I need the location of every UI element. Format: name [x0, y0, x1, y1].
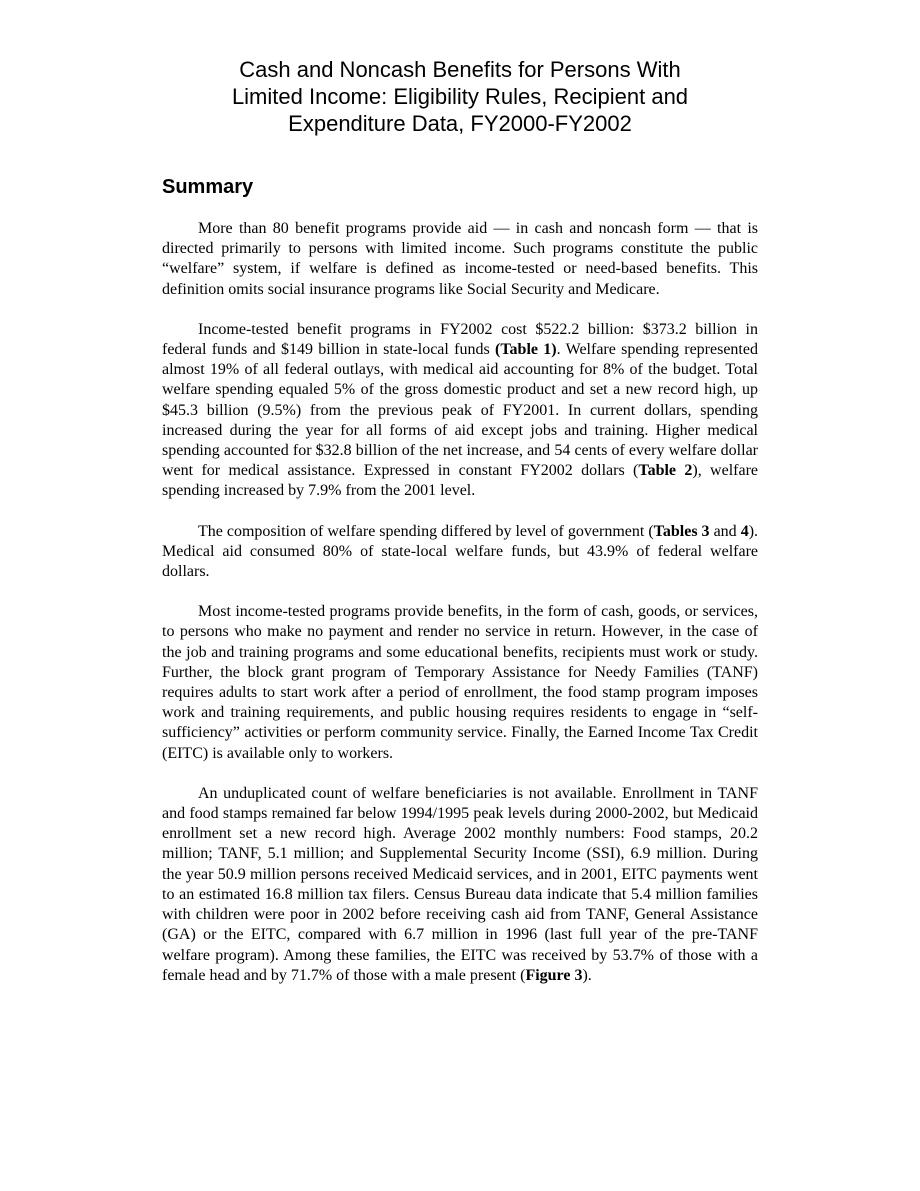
table-reference: Table 2: [638, 462, 693, 480]
paragraph-text: ). Medical aid consumed 80% of state-local welfare funds, but 43.9% of federal welfare dollars.: [162, 522, 759, 581]
title-line-1: Cash and Noncash Benefits for Persons With: [239, 57, 681, 82]
paragraph-work-requirements: Most income-tested programs provide benefits, in the form of cash, goods, or services, to persons who make no payment and render no service in return. However, in the case of the job and training programs and some educational benefits, recipients must work or study. Further, the block grant program of Temporary Assistance for Needy Families (TANF) requires adults to start work after a period of enrollment, the food stamp program imposes work and training requirements, and public housing requires residents to engage in “self-sufficiency” activities or perform community service. Finally, the Earned Income Tax Credit (EITC) is available only to workers.: [162, 603, 758, 762]
paragraph-text: An unduplicated count of welfare beneficiaries is not available. Enrollment in TANF and food stamps remained far below 1994/1995 peak levels during 2000-2002, but Medicaid enrollment set a new record high. Average 2002 monthly numbers: Food stamps, 20.2 million; TANF, 5.1 million; and Supplemental Security Income (SSI), 6.9 million. During the year 50.9 million persons received Medicaid services, and in 2001, EITC payments went to an estimated 16.8 million tax filers. Census Bureau data indicate that 5.4 million families with children were poor in 2002 before receiving cash aid from TANF, General Assistance (GA) or the EITC, compared with 6.7 million in 1996 (last full year of the pre-TANF welfare program). Among these families, the EITC was received by 53.7% of those with a female head and by 71.7% of those with a male present (: [162, 784, 758, 984]
table-reference: (Table 1): [495, 341, 557, 359]
paragraph-text: and: [709, 522, 741, 540]
title-line-2: Limited Income: Eligibility Rules, Recipient and: [231, 84, 689, 109]
title-line-3: Expenditure Data, FY2000-FY2002: [288, 111, 632, 136]
table-reference: 4: [740, 522, 749, 540]
paragraph-text: ).: [582, 966, 592, 984]
figure-reference: Figure 3: [525, 966, 583, 984]
document-title: [160, 56, 760, 137]
paragraph-beneficiaries: [162, 784, 758, 986]
paragraph-text: Income-tested benefit programs in FY2002 cost $522.2 billion: $373.2 billion in federal funds and $149 billion in state-local funds: [162, 320, 758, 359]
summary-heading: Summary: [162, 176, 254, 198]
table-reference: Tables 3: [653, 522, 710, 540]
paragraph-text: ), welfare spending increased by 7.9% from the 2001 level.: [162, 462, 758, 500]
paragraph-text: . Welfare spending represented almost 19% of all federal outlays, with medical aid accounting for 8% of the budget. Total welfare spending equaled 5% of the gross domestic product and set a new record high, up $45.3 billion (9.5%) from the previous peak of FY2001. In current dollars, spending increased during the year for all forms of aid except jobs and training. Higher medical spending accounted for $32.8 billion of the net increase, and 54 cents of every welfare dollar went for medical assistance. Expressed in constant FY2002 dollars (: [162, 341, 758, 480]
paragraph-text: The composition of welfare spending differed by level of government (: [198, 522, 654, 540]
paragraph-spending: [162, 320, 758, 502]
paragraph-programs-overview: More than 80 benefit programs provide aid — in cash and noncash form — that is directed primarily to persons with limited income. Such programs constitute the public “welfare” system, if welfare is defined as income-tested or need-based benefits. This definition omits social insurance programs like Social Security and Medicare.: [162, 220, 758, 298]
paragraph-composition: [162, 522, 758, 583]
summary-body: [162, 219, 758, 1006]
